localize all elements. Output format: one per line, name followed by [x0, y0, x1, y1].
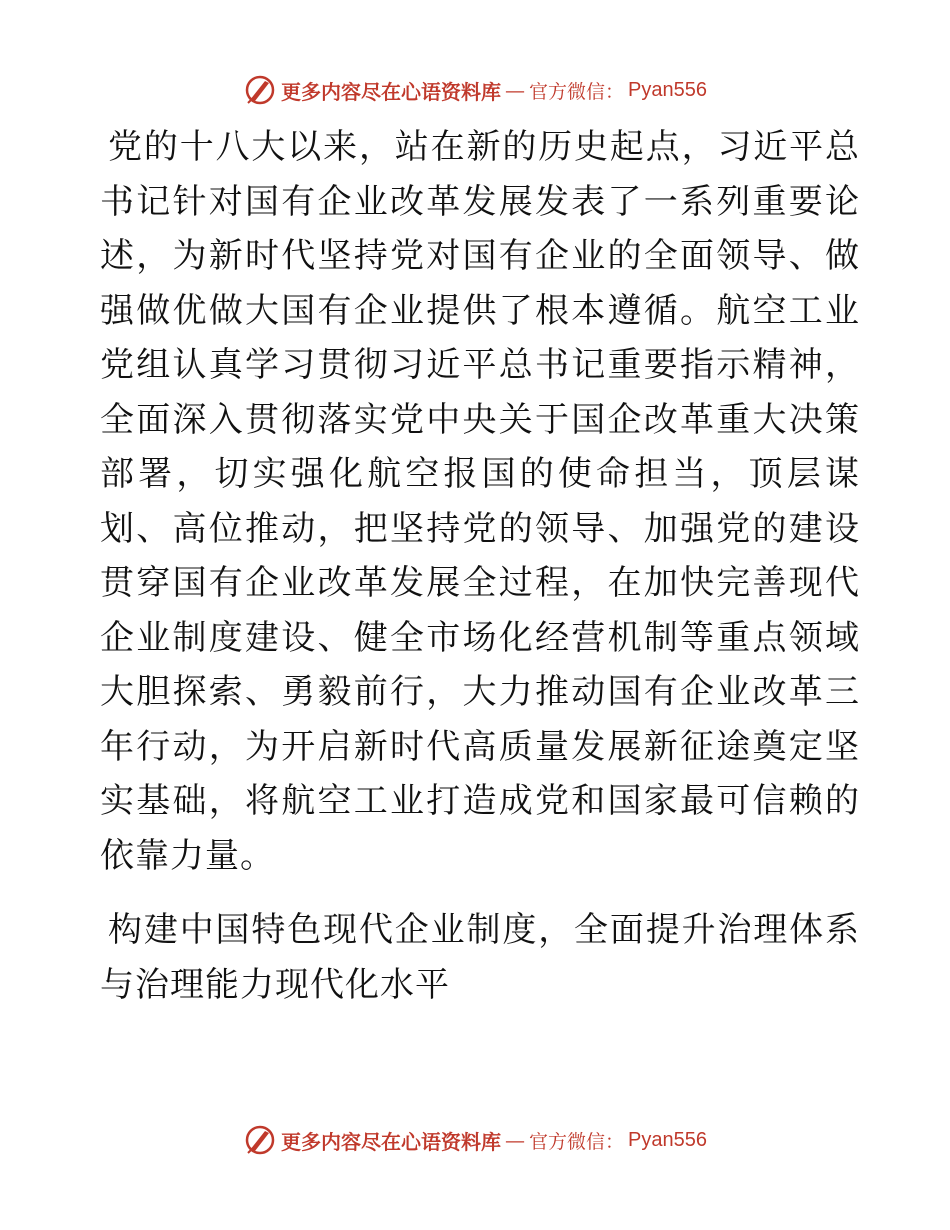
- watermark-brand: 更多内容尽在心语资料库: [281, 79, 501, 104]
- watermark-dash: —: [505, 1128, 525, 1152]
- quill-pen-logo-icon: [243, 1123, 277, 1157]
- watermark-dash: —: [505, 78, 525, 102]
- watermark-brand: 更多内容尽在心语资料库: [281, 1129, 501, 1154]
- body-paragraph: 党的十八大以来，站在新的历史起点，习近平总书记针对国有企业改革发展发表了一系列重要论述，为新时代坚持党对国有企业的全面领导、做强做优做大国有企业提供了根本遵循。航空工业党组认真学习贯彻习近平总书记重要指示精神，全面深入贯彻落实党中央关于国企改革重大决策部署，切实强化航空报国的使命担当，顶层谋划、高位推动，把坚持党的领导、加强党的建设贯穿国有企业改革发展全过程，在加快完善现代企业制度建设、健全市场化经营机制等重点领域大胆探索、勇毅前行，大力推动国有企业改革三年行动，为开启新时代高质量发展新征途奠定坚实基础，将航空工业打造成党和国家最可信赖的依靠力量。: [100, 127, 860, 876]
- header-watermark: [0, 70, 950, 110]
- watermark-contact-label: 官方微信：: [529, 80, 625, 103]
- document-body: [100, 120, 860, 1012]
- watermark-contact-id: Pyan556: [628, 78, 707, 101]
- quill-pen-logo-icon: [243, 73, 277, 107]
- footer-watermark: [0, 1120, 950, 1160]
- watermark-contact-id: Pyan556: [628, 1128, 707, 1151]
- section-heading-paragraph: 构建中国特色现代企业制度，全面提升治理体系与治理能力现代化水平: [100, 910, 860, 1005]
- watermark-contact-label: 官方微信：: [529, 1130, 625, 1153]
